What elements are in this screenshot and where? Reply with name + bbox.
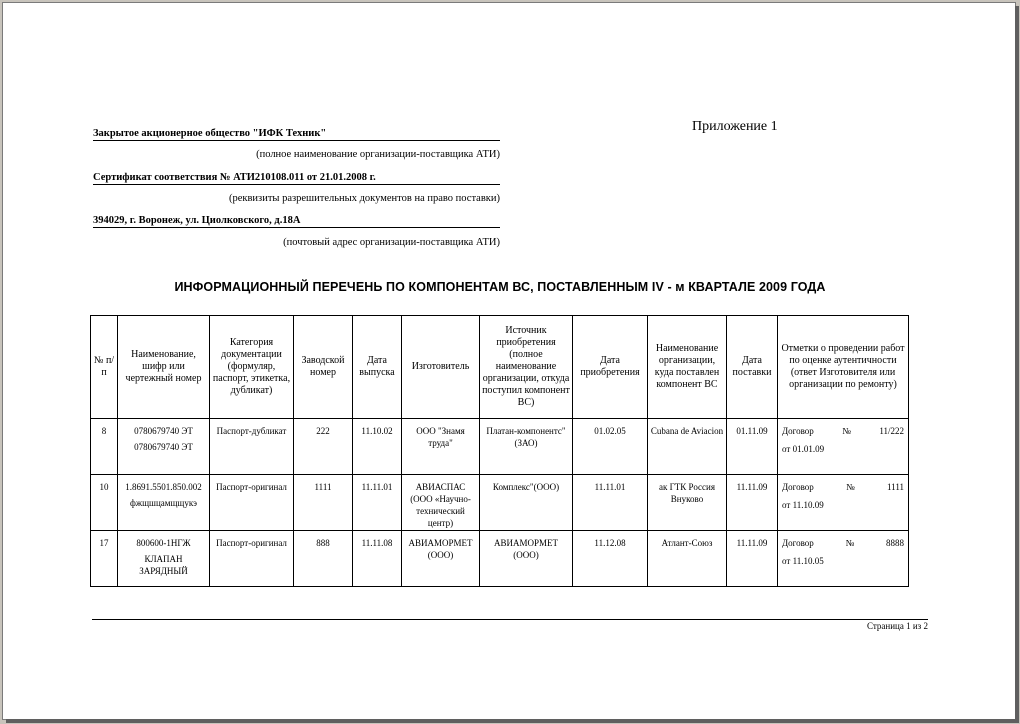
table-row	[91, 531, 909, 587]
cell-recipient: Атлант-Союз	[648, 531, 727, 587]
cell-recipient: ак ГТК Россия Внуково	[648, 475, 727, 531]
certificate-caption: (реквизиты разрешительных документов на право поставки)	[228, 193, 500, 204]
contract-date: от 11.10.09	[782, 500, 824, 510]
contract-word: Договор	[782, 538, 814, 548]
cell-acquisition-date: 01.02.05	[573, 419, 648, 475]
cell-name-line2: 0780679740 ЭТ	[134, 442, 193, 452]
cell-serial: 1111	[294, 475, 353, 531]
header-acquisition-date: Дата приобретения	[573, 316, 648, 419]
cell-delivery-date: 11.11.09	[727, 531, 778, 587]
cell-serial: 222	[294, 419, 353, 475]
contract-number-sign: №	[845, 538, 855, 548]
address-caption: (почтовый адрес организации-поставщика АТИ)	[283, 237, 500, 248]
cell-release-date: 11.11.08	[353, 531, 402, 587]
header-manufacturer: Изготовитель	[402, 316, 480, 419]
cell-number: 10	[91, 475, 118, 531]
cell-release-date: 11.11.01	[353, 475, 402, 531]
footer-divider	[92, 619, 928, 620]
cell-source: Платан-компонентс" (ЗАО)	[480, 419, 573, 475]
cell-source: АВИАМОРМЕТ (ООО)	[480, 531, 573, 587]
header-authenticity-notes: Отметки о проведении работ по оценке аутентичности (ответ Изготовителя или организации по ремонту)	[778, 316, 909, 419]
contract-word: Договор	[782, 482, 814, 492]
page-counter: Страница 1 из 2	[867, 621, 928, 631]
contract-number: 1111	[886, 482, 904, 492]
cell-serial: 888	[294, 531, 353, 587]
cell-recipient: Cubana de Aviacion	[648, 419, 727, 475]
cell-delivery-date: 11.11.09	[727, 475, 778, 531]
table-row	[91, 419, 909, 475]
org-name-caption: (полное наименование организации-поставщика АТИ)	[256, 149, 500, 160]
contract-line	[780, 425, 906, 437]
org-name-line: Закрытое акционерное общество "ИФК Техник"	[93, 127, 500, 141]
cell-manufacturer: АВИАСПАС (ООО «Научно-технический центр)	[402, 475, 480, 531]
certificate-line: Сертификат соответствия № АТИ210108.011 от 21.01.2008 г.	[93, 171, 500, 185]
page-shadow-right	[1015, 6, 1019, 720]
contract-line	[780, 481, 906, 493]
table-row	[91, 475, 909, 531]
header-delivery-date: Дата поставки	[727, 316, 778, 419]
cell-manufacturer: ООО "Знамя труда"	[402, 419, 480, 475]
cell-release-date: 11.10.02	[353, 419, 402, 475]
cell-name	[118, 419, 210, 475]
document-title: ИНФОРМАЦИОННЫЙ ПЕРЕЧЕНЬ ПО КОМПОНЕНТАМ ВС, ПОСТАВЛЕННЫМ IV - м КВАРТАЛЕ 2009 ГОДА	[174, 280, 826, 294]
cell-acquisition-date: 11.11.01	[573, 475, 648, 531]
contract-date: от 01.01.09	[782, 444, 825, 454]
contract-line	[780, 537, 906, 549]
cell-name-line1: 0780679740 ЭТ	[134, 426, 193, 436]
contract-number: 8888	[885, 538, 904, 548]
cell-name	[118, 475, 210, 531]
cell-doc-category: Паспорт-оригинал	[210, 531, 294, 587]
cell-name-line1: 800600-1НГЖ	[136, 538, 191, 548]
page-shadow-bottom	[6, 719, 1019, 723]
cell-manufacturer: АВИАМОРМЕТ (ООО)	[402, 531, 480, 587]
header-recipient: Наименование организации, куда поставлен компонент ВС	[648, 316, 727, 419]
cell-delivery-date: 01.11.09	[727, 419, 778, 475]
address-line: 394029, г. Воронеж, ул. Циолковского, д.18А	[93, 214, 500, 228]
cell-name-line2: фжщшцамщщукэ	[130, 498, 197, 508]
cell-number: 8	[91, 419, 118, 475]
cell-name-line2: КЛАПАН ЗАРЯДНЫЙ	[139, 554, 188, 576]
contract-word: Договор	[782, 426, 814, 436]
header-release-date: Дата выпуска	[353, 316, 402, 419]
contract-number-sign: №	[846, 482, 855, 492]
header-serial: Заводской номер	[294, 316, 353, 419]
cell-source: Комплекс"(ООО)	[480, 475, 573, 531]
cell-name-line1: 1.8691.5501.850.002	[125, 482, 202, 492]
components-table	[90, 315, 909, 587]
cell-doc-category: Паспорт-оригинал	[210, 475, 294, 531]
cell-authenticity	[778, 531, 909, 587]
table-header-row	[91, 316, 909, 419]
cell-name	[118, 531, 210, 587]
contract-date: от 11.10.05	[782, 556, 824, 566]
cell-doc-category: Паспорт-дубликат	[210, 419, 294, 475]
header-source: Источник приобретения (полное наименование организации, откуда поступил компонент ВС)	[480, 316, 573, 419]
cell-authenticity	[778, 419, 909, 475]
contract-number-sign: №	[842, 426, 851, 436]
header-name: Наименование, шифр или чертежный номер	[118, 316, 210, 419]
cell-number: 17	[91, 531, 118, 587]
cell-authenticity	[778, 475, 909, 531]
contract-number: 11/222	[879, 426, 904, 436]
cell-acquisition-date: 11.12.08	[573, 531, 648, 587]
header-number: № п/п	[91, 316, 118, 419]
appendix-label: Приложение 1	[692, 119, 778, 134]
header-doc-category: Категория документации (формуляр, паспорт, этикетка, дубликат)	[210, 316, 294, 419]
